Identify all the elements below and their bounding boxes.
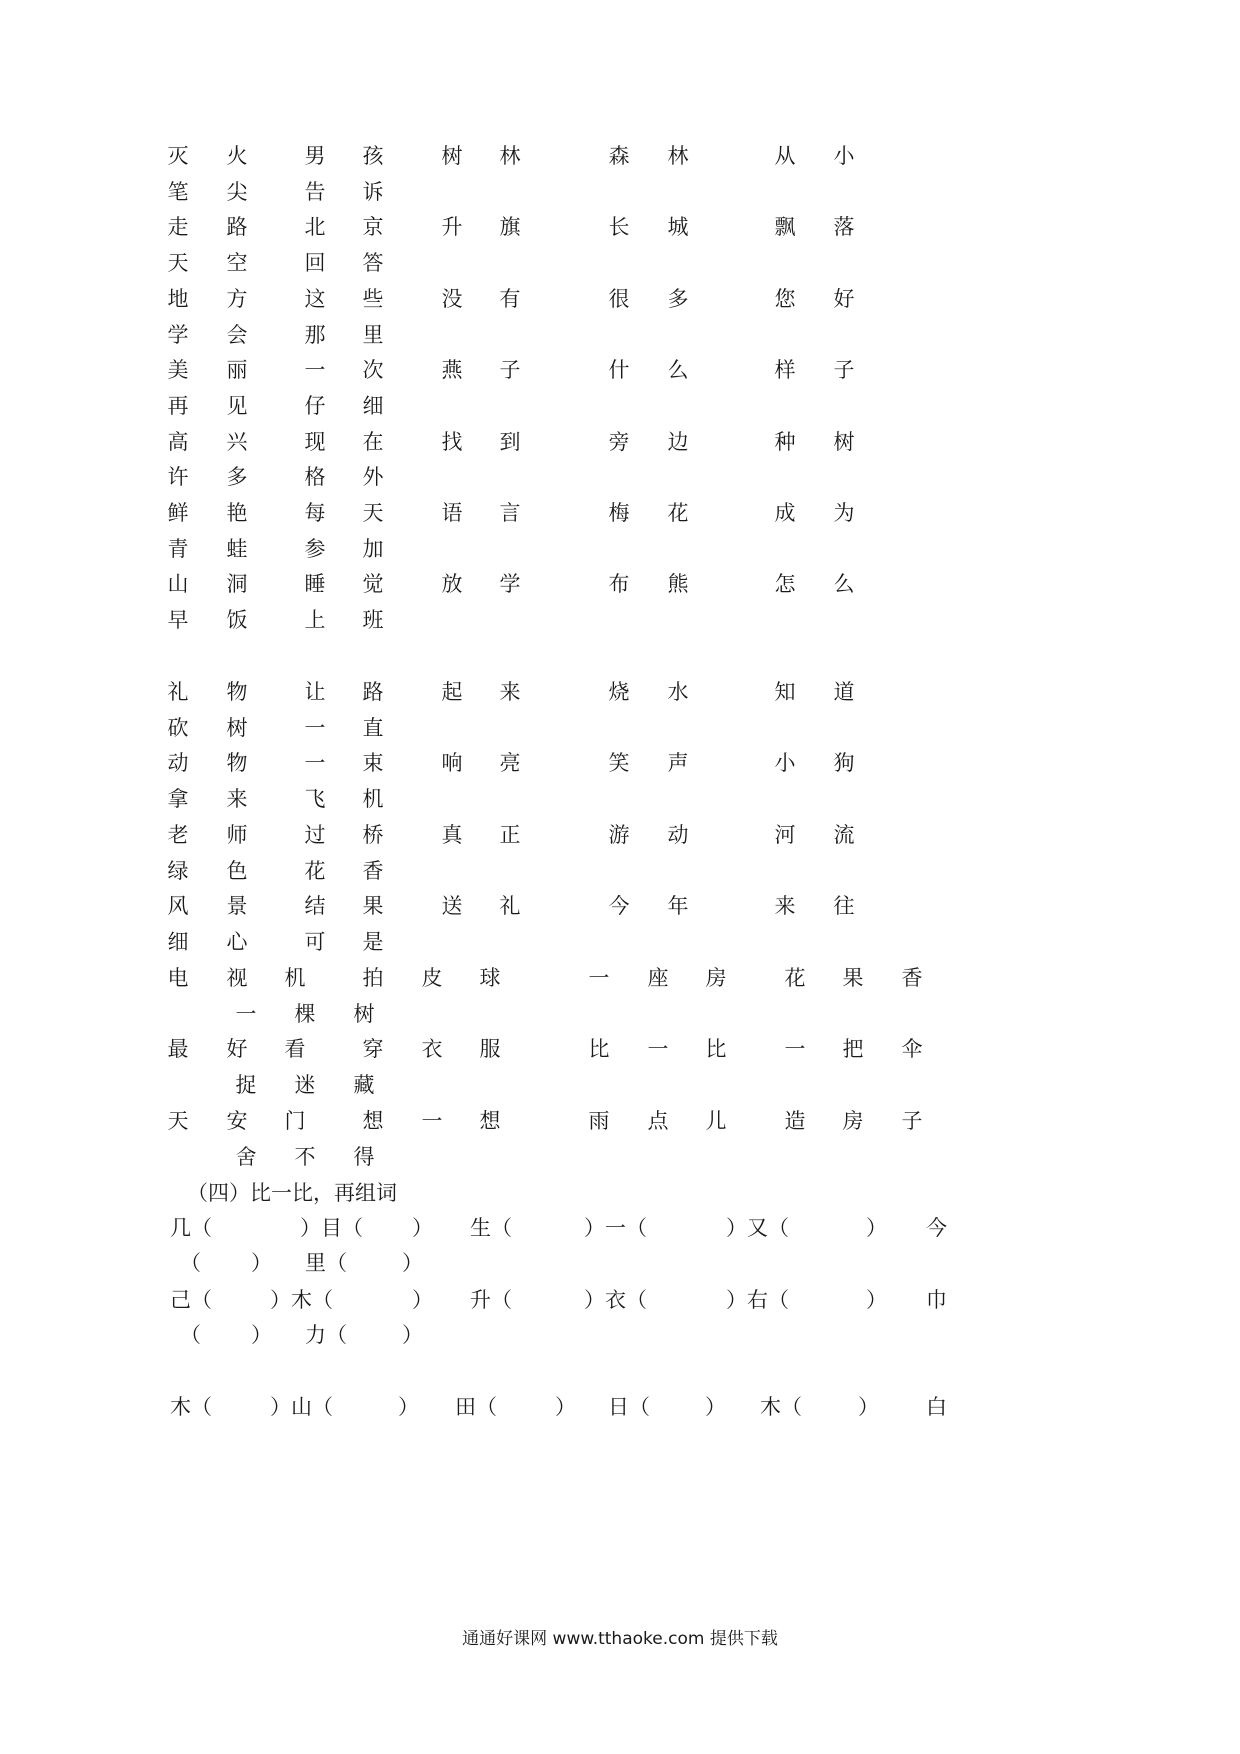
word-char: 许 — [167, 465, 189, 490]
word-char: 绿 — [167, 858, 189, 883]
word-char: 边 — [667, 429, 689, 454]
word-char: 多 — [226, 465, 248, 490]
exercise-item: ） — [398, 1395, 419, 1419]
word-char: 流 — [833, 822, 855, 847]
word-char: 笑 — [608, 751, 630, 776]
word-char: 细 — [362, 393, 384, 418]
word-char: 点 — [647, 1108, 669, 1133]
exercise-item: 日（ — [608, 1395, 650, 1419]
word-row — [0, 207, 1240, 247]
word-char: 拿 — [167, 787, 189, 812]
word-row — [0, 851, 1240, 891]
word-char: 礼 — [499, 894, 521, 919]
word-char: 艳 — [226, 501, 248, 525]
word-char: 砍 — [167, 715, 189, 740]
word-char: 答 — [362, 251, 384, 276]
page-footer: 通通好课网 www.tthaoke.com 提供下载 — [462, 1629, 778, 1649]
word-char: 么 — [667, 358, 689, 383]
word-char: 男 — [304, 144, 326, 168]
word-char: 最 — [167, 1037, 189, 1062]
exercise-item: ） — [402, 1251, 423, 1275]
word-char: 兴 — [226, 429, 248, 454]
word-char: 样 — [774, 358, 796, 383]
word-char: 加 — [362, 536, 384, 561]
word-char: 青 — [167, 536, 189, 561]
word-char: 比 — [588, 1037, 610, 1062]
word-char: 花 — [667, 501, 689, 525]
word-char: 燕 — [441, 358, 463, 383]
word-char: 美 — [167, 358, 189, 383]
word-char: 旁 — [608, 429, 630, 454]
word-char: 往 — [833, 894, 855, 919]
word-row — [0, 886, 1240, 926]
exercise-item: ） — [555, 1395, 576, 1419]
word-char: 那 — [304, 322, 326, 347]
word-char: 放 — [441, 572, 463, 597]
word-char: 飘 — [774, 215, 796, 240]
word-char: 藏 — [353, 1073, 375, 1098]
exercise-item: 升（ — [470, 1288, 512, 1312]
word-char: 子 — [499, 358, 521, 383]
word-char: 礼 — [167, 680, 189, 704]
word-char: 一 — [588, 966, 610, 990]
word-char: 林 — [499, 144, 521, 168]
exercise-item: 木（ — [760, 1395, 802, 1419]
word-char: 衣 — [421, 1037, 443, 1062]
word-char: 景 — [226, 894, 248, 919]
word-char: 造 — [784, 1108, 806, 1133]
word-char: 种 — [774, 429, 796, 454]
exercise-item: ） — [251, 1251, 272, 1275]
word-row — [0, 564, 1240, 604]
word-row — [0, 350, 1240, 390]
word-char: 成 — [774, 501, 796, 525]
word-char: 门 — [284, 1108, 306, 1133]
word-char: 果 — [842, 966, 864, 990]
word-char: 京 — [362, 215, 384, 240]
word-char: 真 — [441, 822, 463, 847]
word-char: 动 — [667, 822, 689, 847]
word-char: 会 — [226, 322, 248, 347]
word-char: 高 — [167, 429, 189, 454]
exercise-item: ） — [866, 1216, 887, 1240]
word-row — [0, 136, 1240, 176]
word-char: 洞 — [226, 572, 248, 597]
word-row — [0, 600, 1240, 640]
word-char: 子 — [901, 1108, 923, 1133]
word-char: 火 — [226, 144, 248, 168]
word-char: 送 — [441, 894, 463, 919]
word-char: 路 — [226, 215, 248, 240]
word-char: 得 — [353, 1144, 375, 1169]
exercise-item: ）又（ — [726, 1216, 789, 1240]
exercise-item: ）衣（ — [584, 1288, 647, 1312]
word-char: 树 — [441, 144, 463, 168]
word-char: 来 — [226, 787, 248, 812]
word-char: 北 — [304, 215, 326, 240]
word-char: 空 — [226, 251, 248, 276]
word-char: 物 — [226, 680, 248, 704]
word-char: 什 — [608, 358, 630, 383]
word-char: 孩 — [362, 144, 384, 168]
word-char: 从 — [774, 144, 796, 168]
word-char: 格 — [304, 465, 326, 490]
exercise-item: 力（ — [305, 1323, 347, 1347]
exercise-item: ） — [858, 1395, 879, 1419]
word-char: 饭 — [226, 608, 248, 633]
word-char: 细 — [167, 929, 189, 954]
word-row — [0, 529, 1240, 569]
word-char: 回 — [304, 251, 326, 276]
word-char: 在 — [362, 429, 384, 454]
word-char: 落 — [833, 215, 855, 240]
exercise-item: 田（ — [455, 1395, 497, 1419]
word-char: 可 — [304, 929, 326, 954]
word-char: 亮 — [499, 751, 521, 776]
word-char: 心 — [226, 929, 248, 954]
exercise-item: （ — [180, 1251, 201, 1275]
exercise-item: ）木（ — [270, 1288, 333, 1312]
word-row — [0, 457, 1240, 497]
word-row — [0, 315, 1240, 355]
word-char: 看 — [284, 1037, 306, 1062]
word-char: 次 — [362, 358, 384, 383]
word-row — [0, 672, 1240, 712]
word-char: 过 — [304, 822, 326, 847]
word-row — [0, 172, 1240, 212]
word-char: 告 — [304, 179, 326, 204]
word-row — [0, 815, 1240, 855]
word-char: 伞 — [901, 1037, 923, 1062]
word-char: 睡 — [304, 572, 326, 597]
word-char: 好 — [833, 286, 855, 311]
word-char: 香 — [901, 966, 923, 990]
word-row — [0, 1137, 1240, 1177]
word-char: 到 — [499, 429, 521, 454]
word-char: 仔 — [304, 393, 326, 418]
word-char: 舍 — [235, 1144, 257, 1169]
word-char: 服 — [479, 1037, 501, 1062]
word-row — [0, 743, 1240, 783]
word-char: 皮 — [421, 966, 443, 990]
word-char: 学 — [167, 322, 189, 347]
word-char: 捉 — [235, 1073, 257, 1098]
exercise-item: ） — [705, 1395, 726, 1419]
word-char: 树 — [226, 715, 248, 740]
word-char: 森 — [608, 144, 630, 168]
word-char: 语 — [441, 501, 463, 525]
word-char: 上 — [304, 608, 326, 633]
word-char: 长 — [608, 215, 630, 240]
word-char: 天 — [362, 501, 384, 525]
word-char: 道 — [833, 680, 855, 704]
word-char: 狗 — [833, 751, 855, 776]
exercise-item: ）山（ — [270, 1395, 333, 1419]
word-char: 每 — [304, 501, 326, 525]
word-char: 响 — [441, 751, 463, 776]
word-char: 老 — [167, 822, 189, 847]
word-char: 想 — [479, 1108, 501, 1133]
word-char: 电 — [167, 966, 189, 990]
word-char: 水 — [667, 680, 689, 704]
word-char: 房 — [842, 1108, 864, 1133]
word-char: 香 — [362, 858, 384, 883]
word-char: 让 — [304, 680, 326, 704]
word-char: 很 — [608, 286, 630, 311]
word-char: 一 — [304, 715, 326, 740]
word-char: 正 — [499, 822, 521, 847]
word-char: 雨 — [588, 1108, 610, 1133]
word-char: 直 — [362, 715, 384, 740]
word-char: 天 — [167, 1108, 189, 1133]
word-char: 桥 — [362, 822, 384, 847]
word-char: 小 — [774, 751, 796, 776]
word-char: 河 — [774, 822, 796, 847]
word-char: 机 — [362, 787, 384, 812]
word-char: 走 — [167, 215, 189, 240]
word-char: 一 — [784, 1037, 806, 1062]
word-char: 棵 — [294, 1001, 316, 1026]
word-char: 来 — [774, 894, 796, 919]
word-char: 山 — [167, 572, 189, 597]
word-char: 外 — [362, 465, 384, 490]
word-char: 升 — [441, 215, 463, 240]
word-char: 怎 — [774, 572, 796, 597]
word-char: 旗 — [499, 215, 521, 240]
word-char: 一 — [304, 751, 326, 776]
word-char: 觉 — [362, 572, 384, 597]
exercise-item: 白 — [926, 1395, 947, 1419]
word-char: 游 — [608, 822, 630, 847]
word-char: 不 — [294, 1144, 316, 1169]
word-char: 班 — [362, 608, 384, 633]
word-char: 动 — [167, 751, 189, 776]
word-char: 穿 — [362, 1037, 384, 1062]
word-char: 子 — [833, 358, 855, 383]
word-char: 迷 — [294, 1073, 316, 1098]
word-char: 丽 — [226, 358, 248, 383]
exercise-item: ） — [412, 1216, 433, 1240]
section-title: （四）比一比，再组词 — [187, 1181, 397, 1205]
word-char: 视 — [226, 966, 248, 990]
exercise-item: 己（ — [170, 1288, 212, 1312]
word-char: 您 — [774, 286, 796, 311]
exercise-item: ）右（ — [726, 1288, 789, 1312]
word-char: 路 — [362, 680, 384, 704]
word-char: 见 — [226, 393, 248, 418]
word-char: 房 — [705, 966, 727, 990]
word-char: 束 — [362, 751, 384, 776]
word-row — [0, 422, 1240, 462]
exercise-item: ）一（ — [584, 1216, 647, 1240]
word-char: 儿 — [705, 1108, 727, 1133]
word-char: 今 — [608, 894, 630, 919]
word-char: 些 — [362, 286, 384, 311]
word-char: 想 — [362, 1108, 384, 1133]
word-char: 鲜 — [167, 501, 189, 525]
word-char: 找 — [441, 429, 463, 454]
exercise-item: 今 — [926, 1216, 947, 1240]
word-char: 比 — [705, 1037, 727, 1062]
word-char: 没 — [441, 286, 463, 311]
word-char: 灭 — [167, 144, 189, 168]
word-char: 为 — [833, 501, 855, 525]
word-row — [0, 279, 1240, 319]
word-row — [0, 1029, 1240, 1069]
exercise-item: ）目（ — [300, 1216, 363, 1240]
word-char: 一 — [647, 1037, 669, 1062]
word-char: 结 — [304, 894, 326, 919]
word-char: 拍 — [362, 966, 384, 990]
word-char: 有 — [499, 286, 521, 311]
word-row — [0, 493, 1240, 533]
word-char: 机 — [284, 966, 306, 990]
word-row — [0, 958, 1240, 998]
word-row — [0, 994, 1240, 1034]
exercise-item: ） — [412, 1288, 433, 1312]
exercise-item: 里（ — [305, 1251, 347, 1275]
exercise-item: ） — [251, 1323, 272, 1347]
word-char: 一 — [304, 358, 326, 383]
word-char: 树 — [833, 429, 855, 454]
exercise-item: ） — [402, 1323, 423, 1347]
word-char: 这 — [304, 286, 326, 311]
exercise-item: 生（ — [470, 1216, 512, 1240]
exercise-item: （ — [180, 1323, 201, 1347]
word-char: 城 — [667, 215, 689, 240]
word-char: 天 — [167, 251, 189, 276]
word-char: 花 — [784, 966, 806, 990]
exercise-item: 木（ — [170, 1395, 212, 1419]
word-char: 地 — [167, 286, 189, 311]
word-char: 蛙 — [226, 536, 248, 561]
word-char: 果 — [362, 894, 384, 919]
word-row — [0, 779, 1240, 819]
word-row — [0, 1101, 1240, 1141]
word-char: 树 — [353, 1001, 375, 1026]
word-char: 风 — [167, 894, 189, 919]
word-char: 年 — [667, 894, 689, 919]
exercise-item: ） — [866, 1288, 887, 1312]
word-char: 参 — [304, 536, 326, 561]
word-row — [0, 386, 1240, 426]
word-char: 师 — [226, 822, 248, 847]
word-char: 现 — [304, 429, 326, 454]
word-char: 声 — [667, 751, 689, 776]
word-row — [0, 708, 1240, 748]
word-char: 学 — [499, 572, 521, 597]
word-char: 好 — [226, 1037, 248, 1062]
word-row — [0, 922, 1240, 962]
word-char: 起 — [441, 680, 463, 704]
word-row — [0, 243, 1240, 283]
word-char: 安 — [226, 1108, 248, 1133]
exercise-item: 几（ — [170, 1216, 212, 1240]
word-char: 小 — [833, 144, 855, 168]
word-char: 花 — [304, 858, 326, 883]
word-char: 林 — [667, 144, 689, 168]
exercise-item: 巾 — [926, 1288, 947, 1312]
word-char: 笔 — [167, 179, 189, 204]
word-char: 尖 — [226, 179, 248, 204]
word-char: 熊 — [667, 572, 689, 597]
word-char: 座 — [647, 966, 669, 990]
word-char: 一 — [235, 1001, 257, 1026]
word-char: 烧 — [608, 680, 630, 704]
word-row — [0, 1065, 1240, 1105]
word-char: 知 — [774, 680, 796, 704]
word-char: 布 — [608, 572, 630, 597]
word-char: 来 — [499, 680, 521, 704]
word-char: 言 — [499, 501, 521, 525]
word-char: 方 — [226, 286, 248, 311]
word-char: 早 — [167, 608, 189, 633]
word-char: 飞 — [304, 787, 326, 812]
word-char: 么 — [833, 572, 855, 597]
word-char: 诉 — [362, 179, 384, 204]
word-char: 多 — [667, 286, 689, 311]
word-char: 把 — [842, 1037, 864, 1062]
word-char: 色 — [226, 858, 248, 883]
word-char: 梅 — [608, 501, 630, 525]
word-char: 再 — [167, 393, 189, 418]
word-char: 一 — [421, 1108, 443, 1133]
word-char: 物 — [226, 751, 248, 776]
word-char: 球 — [479, 966, 501, 990]
word-char: 是 — [362, 929, 384, 954]
word-char: 里 — [362, 322, 384, 347]
